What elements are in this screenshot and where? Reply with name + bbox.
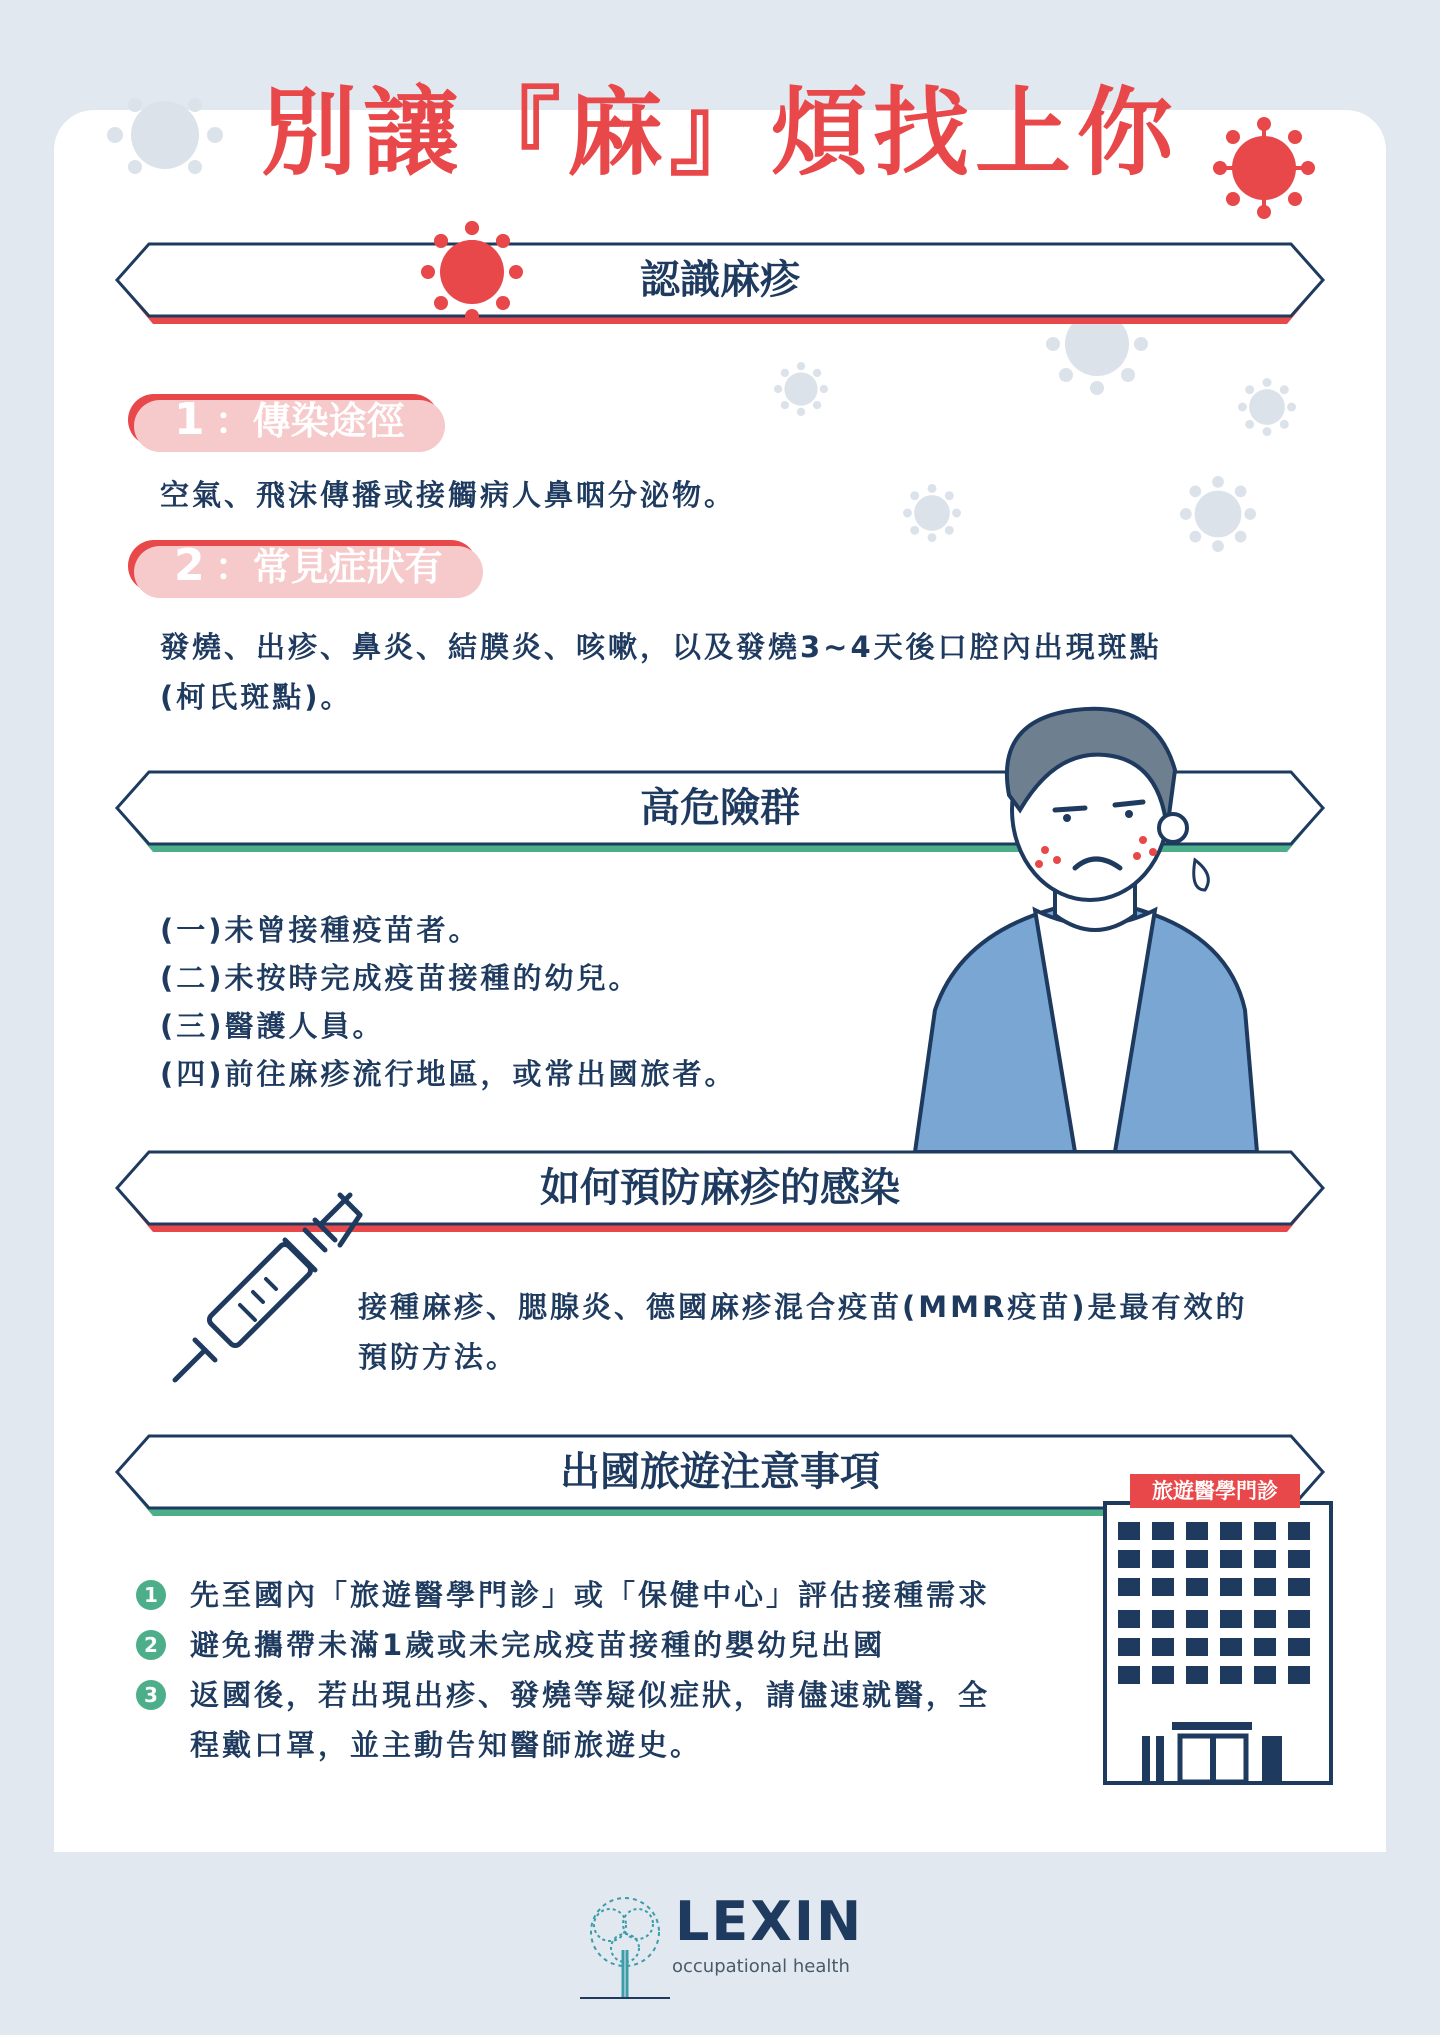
building-window: [1288, 1550, 1310, 1568]
building-window: [1118, 1638, 1140, 1656]
page-title: 別讓『麻』煩找上你: [261, 77, 1179, 189]
symptoms-pill: [128, 540, 477, 592]
risk-item: (三)醫護人員。: [160, 1009, 385, 1043]
travel-step: [130, 1620, 990, 1670]
step-text: 避免攜帶未滿1歲或未完成疫苗接種的嬰幼兒出國: [190, 1628, 886, 1662]
pill-label: ：傳染途徑: [214, 399, 405, 443]
building-window: [1186, 1522, 1208, 1540]
building-window: [1220, 1666, 1242, 1684]
building-window: [1186, 1638, 1208, 1656]
transmission-text: 空氣、飛沫傳播或接觸病人鼻咽分泌物。: [160, 478, 737, 512]
step-text: 先至國內「旅遊醫學門診」或「保健中心」評估接種需求: [190, 1578, 991, 1612]
virus-icon-red-banner-front: [420, 220, 524, 324]
building-window: [1152, 1550, 1174, 1568]
pill-number: 1: [174, 394, 205, 445]
virus-icon-grey-5: [1180, 476, 1256, 552]
building-window: [1220, 1638, 1242, 1656]
building-window: [1288, 1666, 1310, 1684]
symptoms-line-2: (柯氏斑點)。: [160, 680, 353, 714]
building-window: [1152, 1522, 1174, 1540]
building-window: [1186, 1610, 1208, 1628]
travel-steps: [130, 1570, 990, 1770]
building-window: [1220, 1610, 1242, 1628]
clinic-label: 旅遊醫學門診: [1130, 1474, 1300, 1508]
building-window: [1186, 1578, 1208, 1596]
building-window: [1220, 1522, 1242, 1540]
building-window: [1118, 1610, 1140, 1628]
building-window: [1254, 1522, 1276, 1540]
risk-item: (一)未曾接種疫苗者。: [160, 913, 481, 947]
virus-icon-grey-3: [1238, 378, 1296, 436]
building-window: [1152, 1666, 1174, 1684]
logo-subtitle: occupational health: [672, 1956, 850, 1977]
virus-icon-grey-4: [903, 484, 961, 542]
symptoms-line-1: 發燒、出疹、鼻炎、結膜炎、咳嗽，以及發燒3~4天後口腔內出現斑點: [160, 630, 1162, 664]
section-heading: 出國旅遊注意事項: [560, 1449, 880, 1495]
pill-label: ：常見症狀有: [214, 545, 443, 589]
travel-step: [130, 1570, 990, 1620]
section-heading: 高危險群: [640, 785, 800, 831]
step-text-continued: 程戴口罩，並主動告知醫師旅遊史。: [190, 1728, 703, 1762]
building-window: [1152, 1578, 1174, 1596]
prevent-text: [358, 1282, 1248, 1382]
building-window: [1254, 1666, 1276, 1684]
pill-number: 2: [174, 540, 205, 591]
step-number-badge: 2: [136, 1630, 166, 1660]
building-window: [1288, 1610, 1310, 1628]
virus-icon-grey-2: [774, 362, 828, 416]
building-window: [1186, 1550, 1208, 1568]
building-window: [1118, 1666, 1140, 1684]
building-window: [1254, 1638, 1276, 1656]
lexin-logo: [580, 1880, 880, 2020]
transmission-pill: [128, 394, 439, 446]
tree-logo-icon: [580, 1880, 670, 2020]
building-window: [1288, 1522, 1310, 1540]
step-number-badge: 3: [136, 1680, 166, 1710]
risk-list: [160, 906, 737, 1098]
building-window: [1220, 1550, 1242, 1568]
risk-item: (四)前往麻疹流行地區，或常出國旅者。: [160, 1057, 737, 1091]
sick-person-illustration: [905, 700, 1275, 1152]
building-window: [1220, 1578, 1242, 1596]
step-text: 返國後，若出現出疹、發燒等疑似症狀，請儘速就醫，全: [190, 1678, 991, 1712]
building-window: [1152, 1610, 1174, 1628]
syringe-icon: [165, 1190, 365, 1390]
prevent-line-2: 預防方法。: [358, 1340, 519, 1374]
building-window: [1254, 1610, 1276, 1628]
building-window: [1118, 1522, 1140, 1540]
travel-step: [130, 1670, 990, 1770]
building-window: [1288, 1578, 1310, 1596]
building-window: [1254, 1578, 1276, 1596]
building-window: [1186, 1666, 1208, 1684]
building-window: [1118, 1550, 1140, 1568]
clinic-building-illustration: [1102, 1500, 1334, 1786]
prevent-line-1: 接種麻疹、腮腺炎、德國麻疹混合疫苗(MMR疫苗)是最有效的: [358, 1290, 1248, 1324]
risk-item: (二)未按時完成疫苗接種的幼兒。: [160, 961, 641, 995]
step-number-badge: 1: [136, 1580, 166, 1610]
section-heading: 如何預防麻疹的感染: [540, 1165, 900, 1211]
section-heading: 認識麻疹: [640, 257, 800, 303]
building-window: [1254, 1550, 1276, 1568]
section-banner-about: [115, 240, 1325, 320]
building-window: [1152, 1638, 1174, 1656]
building-window: [1288, 1638, 1310, 1656]
building-window: [1118, 1578, 1140, 1596]
logo-name: LEXIN: [675, 1890, 864, 1953]
